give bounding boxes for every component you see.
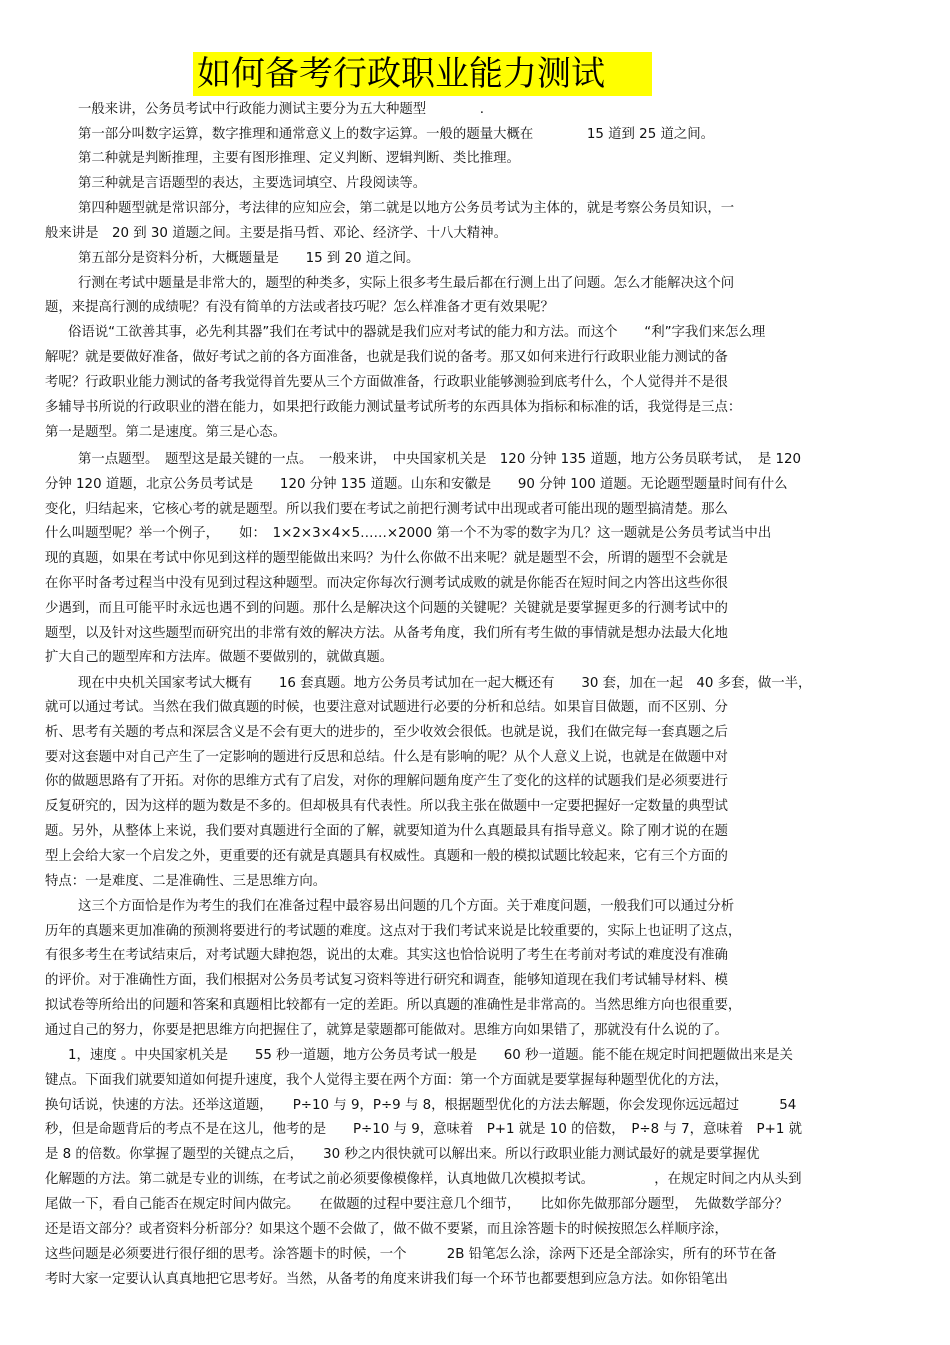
text-line: 你的做题思路有了开拓。对你的思维方式有了启发，对你的理解问题角度产生了变化的这样的试题我们是必须要进行 (45, 774, 728, 789)
text-line: 考呢？行政职业能力测试的备考我觉得首先要从三个方面做准备，行政职业能够测验到底考什么，个人觉得并不是很 (45, 375, 728, 390)
text-line: 第二种就是判断推理，主要有图形推理、定义判断、逻辑判断、类比推理。 (78, 151, 520, 166)
text-line: 在你平时备考过程当中没有见到过程这种题型。而决定你每次行测考试成败的就是你能否在短时间之内答出这些你很 (45, 576, 728, 591)
text-line: 解呢？就是要做好准备，做好考试之前的各方面准备，也就是我们说的备考。那又如何来进行行政职业能力测试的备 (45, 350, 728, 365)
text-line: 就可以通过考试。当然在我们做真题的时候，也要注意对试题进行必要的分析和总结。如果盲目做题，而不区别、分 (45, 700, 728, 715)
text-line: 现的真题，如果在考试中你见到这样的题型能做出来吗？为什么你做不出来呢？就是题型不会，所谓的题型不会就是 (45, 551, 728, 566)
text-line: 要对这套题中对自己产生了一定影响的题进行反思和总结。什么是有影响的呢？从个人意义上说，也就是在做题中对 (45, 750, 728, 765)
text-line: 题。另外，从整体上来说，我们要对真题进行全面的了解，就要知道为什么真题最具有指导意义。除了刚才说的在题 (45, 824, 728, 839)
text-line: 第一是题型。第二是速度。第三是心态。 (45, 425, 287, 440)
text-line: 特点：一是难度、二是准确性、三是思维方向。 (45, 874, 327, 889)
text-line: 行测在考试中题量是非常大的，题型的种类多，实际上很多考生最后都在行测上出了问题。怎么才能解决这个问 (78, 276, 735, 291)
text-line: 扩大自己的题型库和方法库。做题不要做别的，就做真题。 (45, 650, 394, 665)
text-line: 题型，以及针对这些题型而研究出的非常有效的解决方法。从备考角度，我们所有考生做的事情就是想办法最大化地 (45, 626, 728, 641)
text-line: 第五部分是资料分析，大概题量是 15 到 20 道之间。 (78, 251, 420, 266)
text-line: 分钟 120 道题，北京公务员考试是 120 分钟 135 道题。山东和安徽是 90 分钟 100 道题。无论题型题量时间有什么 (45, 477, 788, 492)
text-line: 历年的真题来更加准确的预测将要进行的考试题的难度。这点对于我们考试来说是比较重要的，实际上也证明了这点， (45, 924, 742, 939)
text-line: 第一点题型。 题型这是最关键的一点。 一般来讲， 中央国家机关是 120 分钟 135 道题，地方公务员联考试， 是 120 (78, 452, 802, 467)
text-line: 秒，但是命题背后的考点不是在这儿，他考的是 P÷10 与 9，意味着 P+1 就是 10 的倍数， P÷8 与 7，意味着 P+1 就 (45, 1122, 803, 1137)
text-line: 第一部分叫数字运算，数字推理和通常意义上的数字运算。一般的题量大概在 15 道到 25 道之间。 (78, 127, 715, 142)
text-line: 尾做一下，看自己能否在规定时间内做完。 在做题的过程中要注意几个细节， 比如你先做那部分题型， 先做数学部分？ (45, 1197, 789, 1212)
text-line: 反复研究的，因为这样的题为数是不多的。但却极具有代表性。所以我主张在做题中一定要把握好一定数量的典型试 (45, 799, 728, 814)
text-line: 拟试卷等所给出的问题和答案和真题相比较都有一定的差距。所以真题的准确性是非常高的。当然思维方向也很重要， (45, 998, 742, 1013)
text-line: 型上会给大家一个启发之外，更重要的还有就是真题具有权威性。真题和一般的模拟试题比较起来，它有三个方面的 (45, 849, 728, 864)
text-line: 这三个方面恰是作为考生的我们在准备过程中最容易出问题的几个方面。关于难度问题，一般我们可以通过分析 (78, 899, 735, 914)
text-line: 析、思考有关题的考点和深层含义是不会有更大的进步的，至少收效会很低。也就是说，我们在做完每一套真题之后 (45, 725, 728, 740)
text-line: 第三种就是言语题型的表达，主要选词填空、片段阅读等。 (78, 176, 427, 191)
text-line: 还是语文部分？或者资料分析部分？如果这个题不会做了，做不做不要紧，而且涂答题卡的时候按照怎么样顺序涂， (45, 1222, 728, 1237)
text-line: 变化，归结起来，它核心考的就是题型。所以我们要在考试之前把行测考试中出现或者可能出现的题型搞清楚。那么 (45, 502, 728, 517)
page-title: 如何备考行政职业能力测试 (193, 52, 652, 96)
text-line: 键点。下面我们就要知道如何提升速度，我个人觉得主要在两个方面：第一个方面就是要掌握每种题型优化的方法， (45, 1073, 728, 1088)
text-line: 题，来提高行测的成绩呢？有没有简单的方法或者技巧呢？怎么样准备才更有效果呢？ (45, 300, 554, 315)
text-line: 换句话说，快速的方法。还举这道题， P÷10 与 9，P÷9 与 8，根据题型优化的方法去解题，你会发现你远远超过 54 (45, 1098, 797, 1113)
text-line: 般来讲是 20 到 30 道题之间。主要是指马哲、邓论、经济学、十八大精神。 (45, 226, 507, 241)
text-line: 1，速度 。中央国家机关是 55 秒一道题，地方公务员考试一般是 60 秒一道题。能不能在规定时间把题做出来是关 (68, 1048, 793, 1063)
text-line: 这些问题是必须要进行很仔细的思考。涂答题卡的时候，一个 2B 铅笔怎么涂，涂两下还是全部涂实，所有的环节在备 (45, 1247, 777, 1262)
text-line: 现在中央机关国家考试大概有 16 套真题。地方公务员考试加在一起大概还有 30 套，加在一起 40 多套，做一半， (78, 676, 812, 691)
text-line: 多辅导书所说的行政职业的潜在能力，如果把行政能力测试量考试所考的东西具体为指标和标准的话，我觉得是三点： (45, 400, 742, 415)
text-line: 俗语说“工欲善其事，必先利其器”我们在考试中的器就是我们应对考试的能力和方法。而这个 “利”字我们来怎么理 (68, 325, 766, 340)
text-line: 的评价。对于准确性方面，我们根据对公务员考试复习资料等进行研究和调查，能够知道现在我们考试辅导材料、模 (45, 973, 728, 988)
text-line: 通过自己的努力，你要是把思维方向把握住了，就算是蒙题都可能做对。思维方向如果错了，那就没有什么说的了。 (45, 1023, 728, 1038)
text-line: 少遇到，而且可能平时永远也遇不到的问题。那什么是解决这个问题的关键呢？关键就是要掌握更多的行测考试中的 (45, 601, 728, 616)
text-line: 什么叫题型呢？举一个例子， 如： 1×2×3×4×5……×2000 第一个不为零的数字为几？这一题就是公务员考试当中出 (45, 526, 772, 541)
text-line: 一般来讲，公务员考试中行政能力测试主要分为五大种题型 . (78, 102, 484, 117)
text-line: 有很多考生在考试结束后，对考试题大肆抱怨，说出的太难。其实这也恰恰说明了考生在考前对考试的难度没有准确 (45, 948, 728, 963)
text-line: 第四种题型就是常识部分，考法律的应知应会，第二就是以地方公务员考试为主体的，就是考察公务员知识，一 (78, 201, 735, 216)
text-line: 化解题的方法。第二就是专业的训练，在考试之前必须要像模像样，认真地做几次模拟考试。 ，在规定时间之内从头到 (45, 1172, 802, 1187)
text-line: 是 8 的倍数。你掌握了题型的关键点之后， 30 秒之内很快就可以解出来。所以行政职业能力测试最好的就是要掌握优 (45, 1147, 760, 1162)
text-line: 考时大家一定要认认真真地把它思考好。当然，从备考的角度来讲我们每一个环节也都要想到应急方法。如你铅笔出 (45, 1272, 728, 1287)
